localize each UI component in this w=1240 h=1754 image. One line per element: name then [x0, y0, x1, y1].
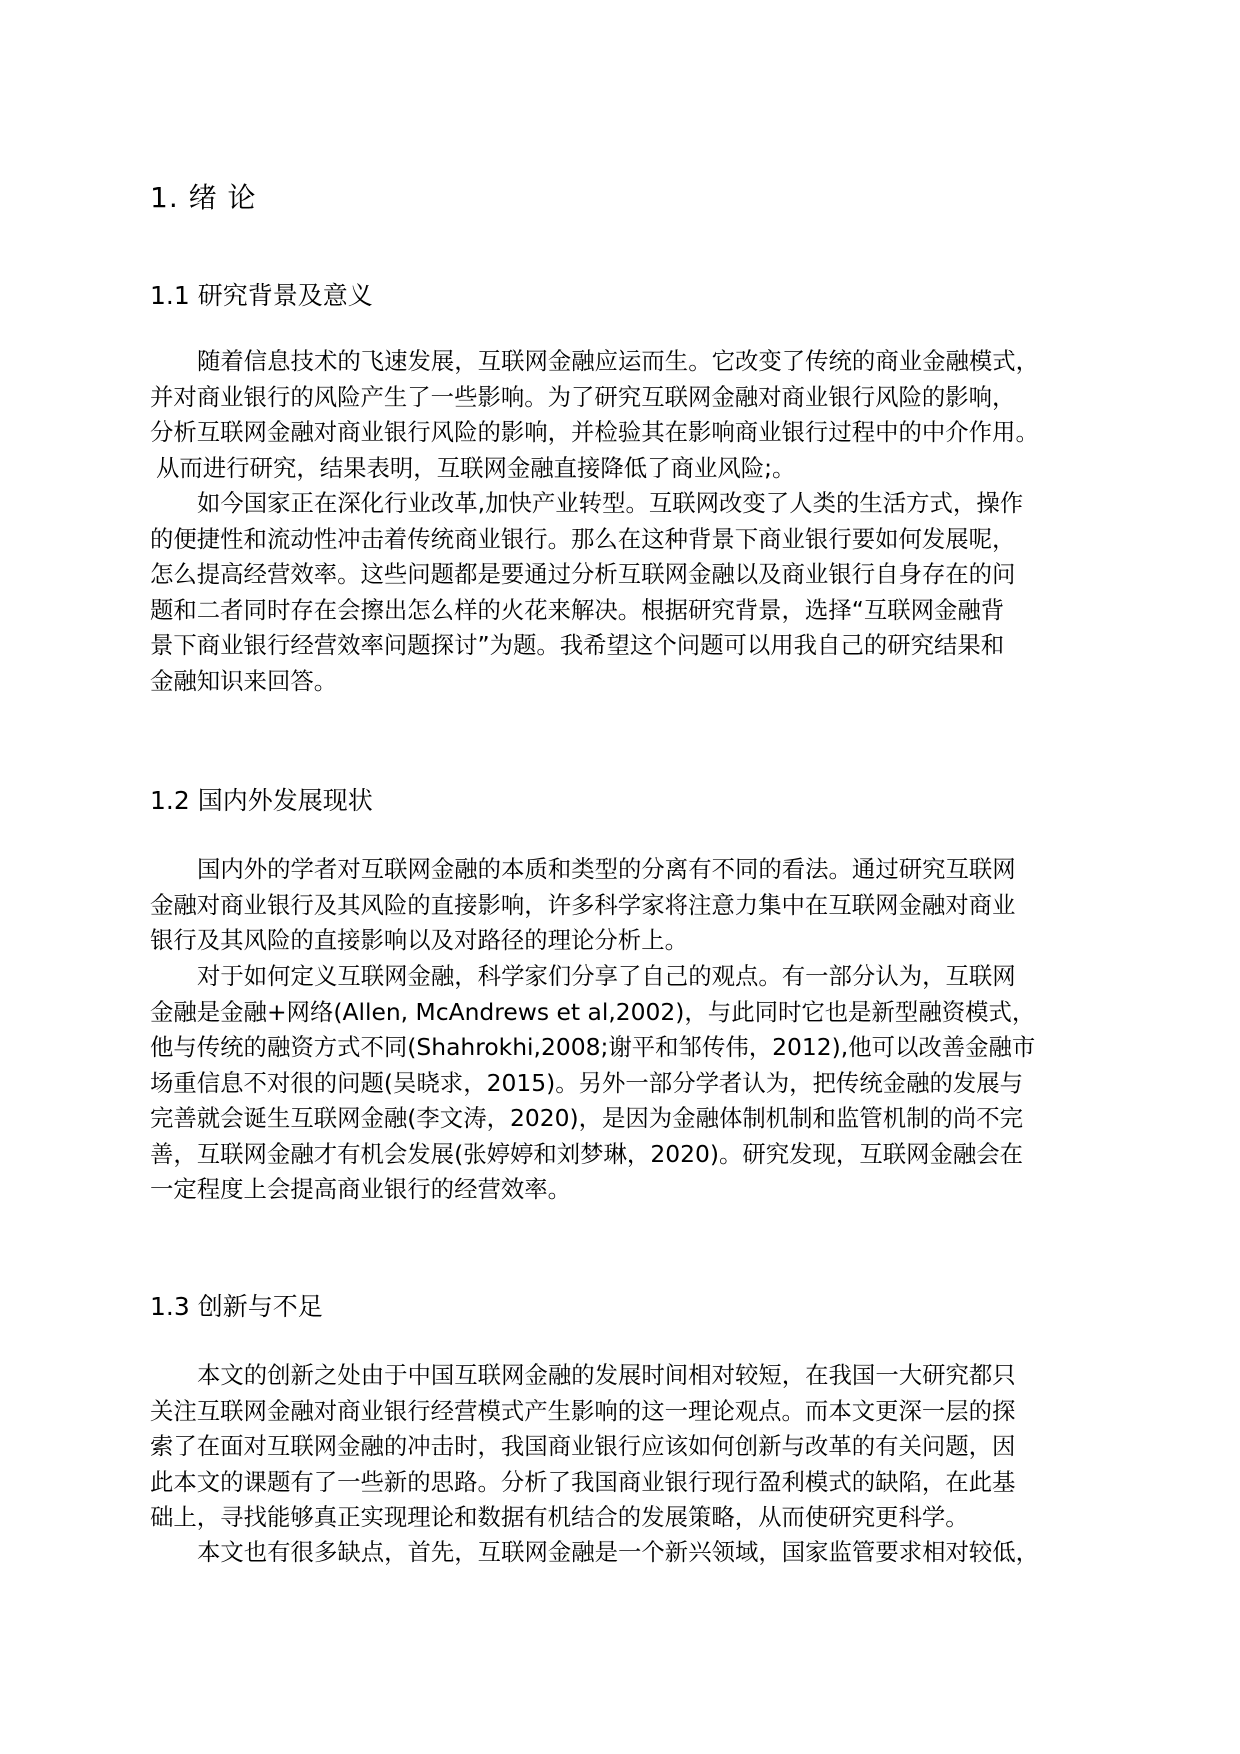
- paragraph-1-1-a: [150, 344, 1110, 486]
- paragraph-line: 怎么提高经营效率。这些问题都是要通过分析互联网金融以及商业银行自身存在的问: [150, 560, 1016, 588]
- paragraph-line: 本文的创新之处由于中国互联网金融的发展时间相对较短，在我国一大研究都只: [197, 1361, 1016, 1389]
- paragraph-line: 本文也有很多缺点，首先，互联网金融是一个新兴领域，国家监管要求相对较低，: [197, 1538, 1040, 1566]
- paragraph-line: 从而进行研究，结果表明，互联网金融直接降低了商业风险;。: [156, 453, 796, 482]
- paragraph-line: 关注互联网金融对商业银行经营模式产生影响的这一理论观点。而本文更深一层的探: [150, 1396, 1016, 1425]
- paragraph-line: 善，互联网金融才有机会发展(张婷婷和刘梦琳，2020)。研究发现，互联网金融会在: [150, 1139, 1024, 1168]
- paragraph-line: 索了在面对互联网金融的冲击时，我国商业银行应该如何创新与改革的有关问题，因: [150, 1432, 1016, 1460]
- paragraph-line: 础上，寻找能够真正实现理论和数据有机结合的发展策略，从而使研究更科学。: [150, 1503, 969, 1531]
- section-heading-1-2: 1.2 国内外发展现状: [150, 786, 373, 815]
- paragraph-line: 如今国家正在深化行业改革,加快产业转型。互联网改变了人类的生活方式，操作: [197, 489, 1024, 517]
- paragraph-line: 金融是金融+网络(Allen, McAndrews et al,2002)，与此同时它也是新型融资模式，: [150, 997, 1036, 1026]
- paragraph-line: 他与传统的融资方式不同(Shahrokhi,2008;谢平和邹传伟，2012),他可以改善金融市: [150, 1033, 1036, 1061]
- paragraph-1-3-b: [150, 1535, 1110, 1571]
- paragraph-1-2-b: [150, 959, 1110, 1208]
- paragraph-line: 随着信息技术的飞速发展，互联网金融应运而生。它改变了传统的商业金融模式，: [197, 347, 1040, 375]
- paragraph-line: 景下商业银行经营效率问题探讨”为题。我希望这个问题可以用我自己的研究结果和: [150, 631, 1005, 659]
- paragraph-line: 的便捷性和流动性冲击着传统商业银行。那么在这种背景下商业银行要如何发展呢，: [150, 524, 1016, 553]
- paragraph-line: 金融对商业银行及其风险的直接影响，许多科学家将注意力集中在互联网金融对商业: [150, 890, 1016, 919]
- paragraph-line: 一定程度上会提高商业银行的经营效率。: [150, 1175, 572, 1203]
- paragraph-line: 分析互联网金融对商业银行风险的影响，并检验其在影响商业银行过程中的中介作用。: [150, 418, 1039, 446]
- paragraph-line: 题和二者同时存在会擦出怎么样的火花来解决。根据研究背景，选择“互联网金融背: [150, 595, 1005, 624]
- paragraph-line: 场重信息不对很的问题(吴晓求，2015)。另外一部分学者认为，把传统金融的发展与: [150, 1068, 1024, 1097]
- paragraph-line: 并对商业银行的风险产生了一些影响。为了研究互联网金融对商业银行风险的影响，: [150, 382, 1016, 411]
- chapter-title: 1. 绪 论: [150, 181, 257, 214]
- section-heading-1-3: 1.3 创新与不足: [150, 1292, 323, 1321]
- paragraph-line: 对于如何定义互联网金融，科学家们分享了自己的观点。有一部分认为，互联网: [197, 962, 1016, 990]
- paragraph-line: 银行及其风险的直接影响以及对路径的理论分析上。: [150, 926, 688, 954]
- section-heading-1-1: 1.1 研究背景及意义: [150, 281, 373, 310]
- paragraph-line: 国内外的学者对互联网金融的本质和类型的分离有不同的看法。通过研究互联网: [197, 855, 1016, 883]
- paragraph-line: 完善就会诞生互联网金融(李文涛，2020)，是因为金融体制机制和监管机制的尚不完: [150, 1104, 1024, 1132]
- paragraph-line: 金融知识来回答。: [150, 666, 338, 695]
- paragraph-line: 此本文的课题有了一些新的思路。分析了我国商业银行现行盈利模式的缺陷，在此基: [150, 1467, 1016, 1496]
- paragraph-1-1-b: [150, 486, 1110, 699]
- paragraph-1-2-a: [150, 852, 1110, 959]
- paragraph-1-3-a: [150, 1358, 1110, 1536]
